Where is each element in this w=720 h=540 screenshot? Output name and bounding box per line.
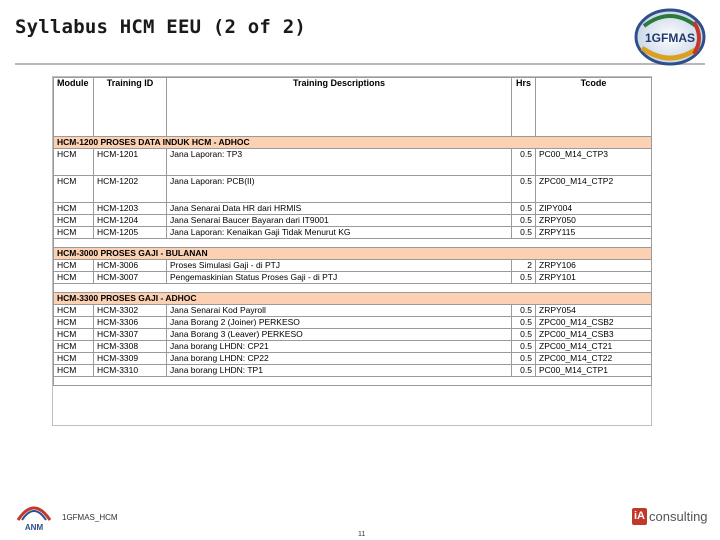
table-row bbox=[54, 305, 652, 317]
section-header-row bbox=[54, 293, 652, 305]
section-title: HCM-3300 PROSES GAJI - ADHOC bbox=[54, 293, 652, 305]
gfmas-logo bbox=[632, 8, 708, 66]
table-row bbox=[54, 260, 652, 272]
table-row bbox=[54, 203, 652, 215]
title-divider bbox=[15, 63, 705, 65]
spacer-row bbox=[54, 284, 652, 293]
spacer-cell bbox=[54, 377, 652, 386]
cell-training-id: HCM-3309 bbox=[94, 353, 167, 365]
cell-hrs: 0.5 bbox=[512, 305, 536, 317]
cell-description: Jana Borang 3 (Leaver) PERKESO bbox=[167, 329, 512, 341]
header-tcode: Tcode bbox=[536, 78, 652, 137]
cell-tcode: ZRPY101 bbox=[536, 272, 652, 284]
table-row bbox=[54, 317, 652, 329]
header-training-id: Training ID bbox=[94, 78, 167, 137]
section-title: HCM-3000 PROSES GAJI - BULANAN bbox=[54, 248, 652, 260]
cell-module: HCM bbox=[54, 272, 94, 284]
spacer-cell bbox=[54, 239, 652, 248]
cell-module: HCM bbox=[54, 203, 94, 215]
cell-training-id: HCM-3007 bbox=[94, 272, 167, 284]
table-header-row bbox=[54, 78, 652, 137]
cell-hrs: 0.5 bbox=[512, 341, 536, 353]
cell-module: HCM bbox=[54, 227, 94, 239]
spacer-row bbox=[54, 239, 652, 248]
cell-description: Jana Senarai Baucer Bayaran dari IT9001 bbox=[167, 215, 512, 227]
page-number: 11 bbox=[358, 531, 366, 538]
cell-description: Pengemaskinian Status Proses Gaji - di PTJ bbox=[167, 272, 512, 284]
footer-code: 1GFMAS_HCM bbox=[62, 513, 118, 522]
cell-description: Jana Senarai Kod Payroll bbox=[167, 305, 512, 317]
cell-training-id: HCM-1204 bbox=[94, 215, 167, 227]
syllabus-table-frame bbox=[52, 76, 652, 426]
cell-training-id: HCM-1203 bbox=[94, 203, 167, 215]
cell-hrs: 0.5 bbox=[512, 353, 536, 365]
section-title: HCM-1200 PROSES DATA INDUK HCM - ADHOC bbox=[54, 137, 652, 149]
cell-hrs: 0.5 bbox=[512, 149, 536, 176]
cell-description: Jana borang LHDN: TP1 bbox=[167, 365, 512, 377]
cell-module: HCM bbox=[54, 341, 94, 353]
anm-logo bbox=[12, 494, 56, 532]
table-row bbox=[54, 341, 652, 353]
table-row bbox=[54, 329, 652, 341]
cell-description: Jana Borang 2 (Joiner) PERKESO bbox=[167, 317, 512, 329]
cell-description: Proses Simulasi Gaji - di PTJ bbox=[167, 260, 512, 272]
cell-tcode: ZIPY004 bbox=[536, 203, 652, 215]
gfmas-logo-text: 1GFMAS bbox=[644, 31, 696, 45]
section-header-row bbox=[54, 248, 652, 260]
cell-module: HCM bbox=[54, 317, 94, 329]
cell-description: Jana borang LHDN: CP22 bbox=[167, 353, 512, 365]
cell-training-id: HCM-3308 bbox=[94, 341, 167, 353]
cell-training-id: HCM-3302 bbox=[94, 305, 167, 317]
table-row bbox=[54, 149, 652, 176]
cell-description: Jana Laporan: TP3 bbox=[167, 149, 512, 176]
spacer-cell bbox=[54, 284, 652, 293]
section-header-row bbox=[54, 137, 652, 149]
cell-tcode: ZRPY115 bbox=[536, 227, 652, 239]
table-row bbox=[54, 353, 652, 365]
cell-module: HCM bbox=[54, 215, 94, 227]
ia-consulting-logo bbox=[632, 507, 708, 525]
cell-training-id: HCM-1205 bbox=[94, 227, 167, 239]
header-hrs: Hrs bbox=[512, 78, 536, 137]
cell-hrs: 0.5 bbox=[512, 317, 536, 329]
table-row bbox=[54, 176, 652, 203]
table-row bbox=[54, 365, 652, 377]
cell-tcode: ZPC00_M14_CSB2 bbox=[536, 317, 652, 329]
cell-training-id: HCM-3310 bbox=[94, 365, 167, 377]
table-row bbox=[54, 227, 652, 239]
cell-hrs: 0.5 bbox=[512, 203, 536, 215]
cell-tcode: ZPC00_M14_CT22 bbox=[536, 353, 652, 365]
cell-description: Jana Laporan: Kenaikan Gaji Tidak Menurut KG bbox=[167, 227, 512, 239]
cell-module: HCM bbox=[54, 260, 94, 272]
cell-module: HCM bbox=[54, 353, 94, 365]
cell-description: Jana Laporan: PCB(II) bbox=[167, 176, 512, 203]
header-training-descriptions: Training Descriptions bbox=[167, 78, 512, 137]
cell-training-id: HCM-1202 bbox=[94, 176, 167, 203]
cell-module: HCM bbox=[54, 176, 94, 203]
header-module: Module bbox=[54, 78, 94, 137]
table-row bbox=[54, 272, 652, 284]
cell-hrs: 2 bbox=[512, 260, 536, 272]
cell-hrs: 0.5 bbox=[512, 272, 536, 284]
cell-hrs: 0.5 bbox=[512, 215, 536, 227]
cell-module: HCM bbox=[54, 305, 94, 317]
cell-module: HCM bbox=[54, 149, 94, 176]
cell-hrs: 0.5 bbox=[512, 227, 536, 239]
consult-text: consulting bbox=[649, 508, 708, 524]
consult-badge: iA bbox=[632, 508, 647, 525]
cell-description: Jana Senarai Data HR dari HRMIS bbox=[167, 203, 512, 215]
cell-module: HCM bbox=[54, 365, 94, 377]
anm-logo-text: ANM bbox=[24, 523, 44, 532]
cell-description: Jana borang LHDN: CP21 bbox=[167, 341, 512, 353]
cell-tcode: ZPC00_M14_CSB3 bbox=[536, 329, 652, 341]
cell-tcode: ZPC00_M14_CT21 bbox=[536, 341, 652, 353]
syllabus-table bbox=[53, 77, 652, 386]
cell-training-id: HCM-3006 bbox=[94, 260, 167, 272]
cell-tcode: PC00_M14_CTP1 bbox=[536, 365, 652, 377]
cell-module: HCM bbox=[54, 329, 94, 341]
cell-tcode: PC00_M14_CTP3 bbox=[536, 149, 652, 176]
cell-hrs: 0.5 bbox=[512, 365, 536, 377]
cell-tcode: ZRPY054 bbox=[536, 305, 652, 317]
table-row bbox=[54, 215, 652, 227]
cell-training-id: HCM-3306 bbox=[94, 317, 167, 329]
cell-tcode: ZPC00_M14_CTP2 bbox=[536, 176, 652, 203]
cell-training-id: HCM-3307 bbox=[94, 329, 167, 341]
cell-training-id: HCM-1201 bbox=[94, 149, 167, 176]
cell-tcode: ZRPY106 bbox=[536, 260, 652, 272]
slide-title: Syllabus HCM EEU (2 of 2) bbox=[15, 16, 306, 38]
spacer-row bbox=[54, 377, 652, 386]
cell-hrs: 0.5 bbox=[512, 329, 536, 341]
cell-tcode: ZRPY050 bbox=[536, 215, 652, 227]
cell-hrs: 0.5 bbox=[512, 176, 536, 203]
